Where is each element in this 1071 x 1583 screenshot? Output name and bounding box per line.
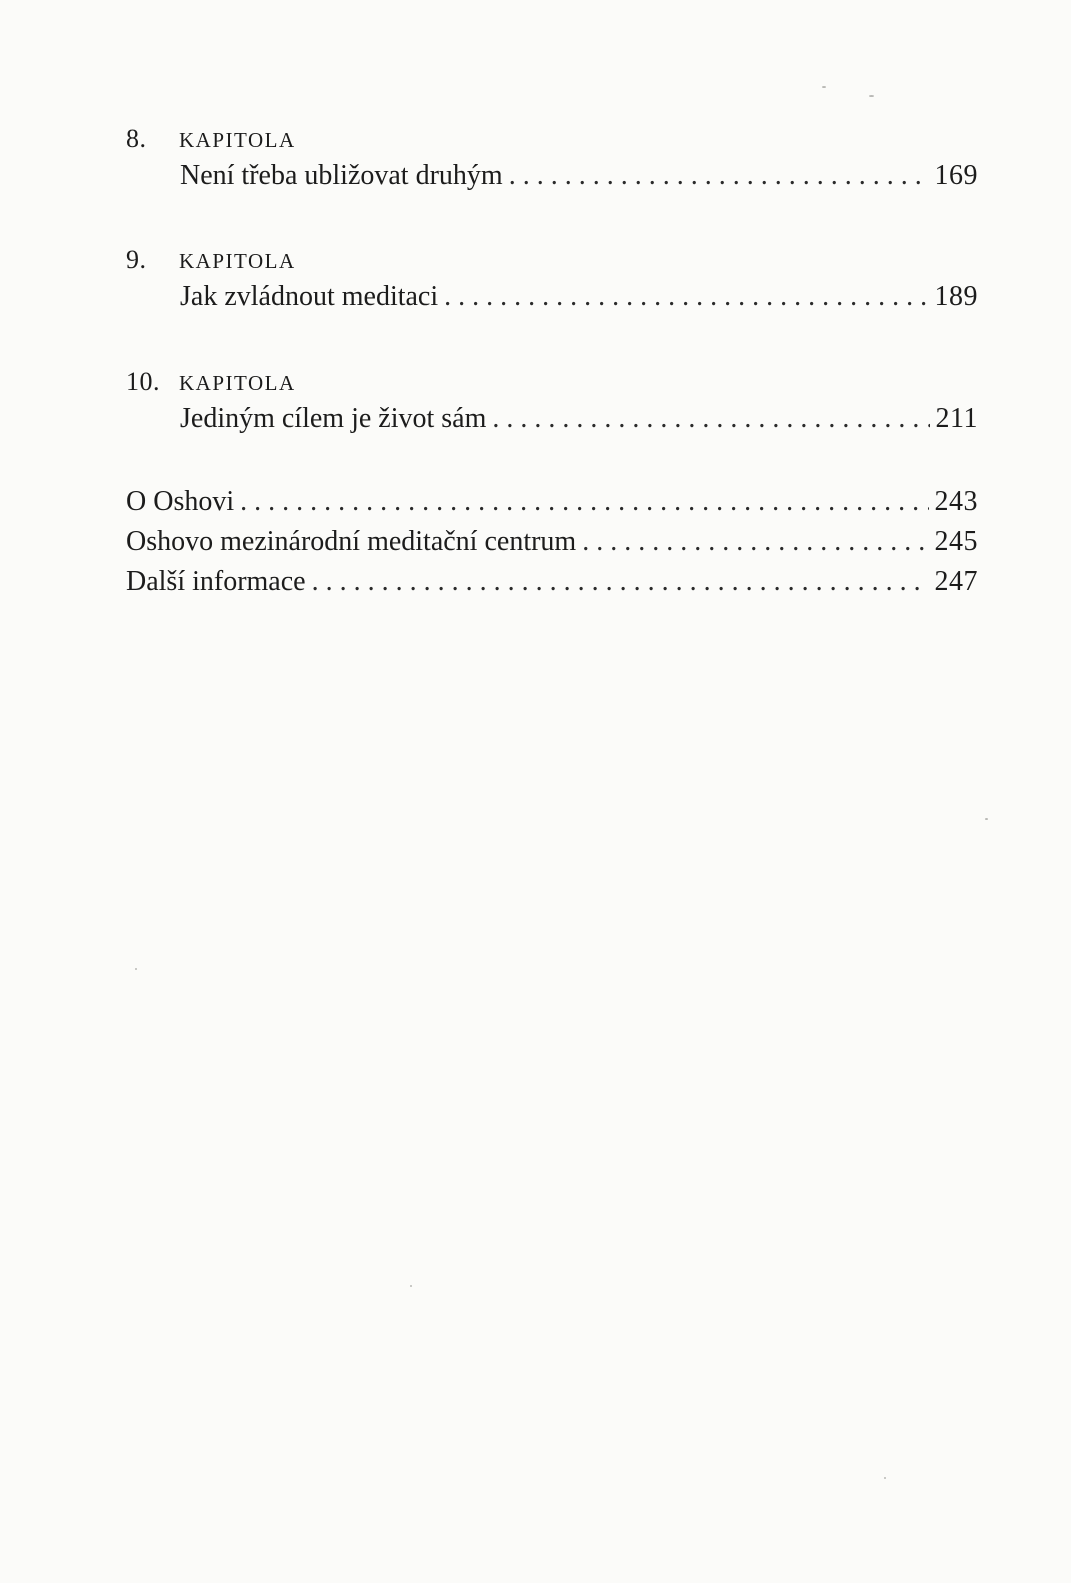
chapter-label: KAPITOLA xyxy=(179,371,296,395)
toc-entry-title: Další informace xyxy=(126,566,306,597)
dot-leader xyxy=(240,482,928,522)
toc-chapter-8 xyxy=(126,124,978,194)
chapter-number: 9. xyxy=(126,245,147,274)
dot-leader xyxy=(582,522,928,562)
toc-entry[interactable] xyxy=(180,158,978,194)
toc-entry[interactable] xyxy=(126,482,978,522)
toc-entry-title: Jediným cílem je život sám xyxy=(180,403,487,434)
scan-speck xyxy=(884,1477,886,1479)
toc-entry-title: Jak zvládnout meditaci xyxy=(180,281,439,312)
toc-entry-page-number: 243 xyxy=(934,486,978,517)
toc-entry-title: Není třeba ubližovat druhým xyxy=(180,160,503,191)
scan-speck xyxy=(869,95,874,97)
toc-entry-page-number: 211 xyxy=(935,403,978,434)
toc-chapter-9 xyxy=(126,245,978,315)
toc-entry-title: Oshovo mezinárodní meditační centrum xyxy=(126,526,577,557)
toc-entry-title: O Oshovi xyxy=(126,486,235,517)
scan-speck xyxy=(410,1285,412,1287)
dot-leader xyxy=(492,401,929,437)
toc-entry-page-number: 189 xyxy=(934,281,978,312)
chapter-label: KAPITOLA xyxy=(179,249,296,273)
toc-entry[interactable] xyxy=(180,279,978,315)
chapter-number: 10. xyxy=(126,367,160,396)
toc-chapter-10 xyxy=(126,367,978,437)
toc-entry-page-number: 247 xyxy=(934,566,978,597)
toc-backmatter xyxy=(126,482,978,602)
scan-speck xyxy=(985,818,988,820)
dot-leader xyxy=(312,562,929,602)
dot-leader xyxy=(509,158,929,194)
chapter-heading xyxy=(126,367,978,397)
toc-entry-page-number: 245 xyxy=(934,526,978,557)
scan-speck xyxy=(822,86,826,88)
dot-leader xyxy=(444,279,928,315)
toc-entry[interactable] xyxy=(126,562,978,602)
scan-speck xyxy=(135,968,137,970)
toc-entry[interactable] xyxy=(180,401,978,437)
chapter-label: KAPITOLA xyxy=(179,128,296,152)
chapter-heading xyxy=(126,245,978,275)
chapter-heading xyxy=(126,124,978,154)
toc-entry-page-number: 169 xyxy=(934,160,978,191)
toc-entry[interactable] xyxy=(126,522,978,562)
chapter-number: 8. xyxy=(126,124,147,153)
